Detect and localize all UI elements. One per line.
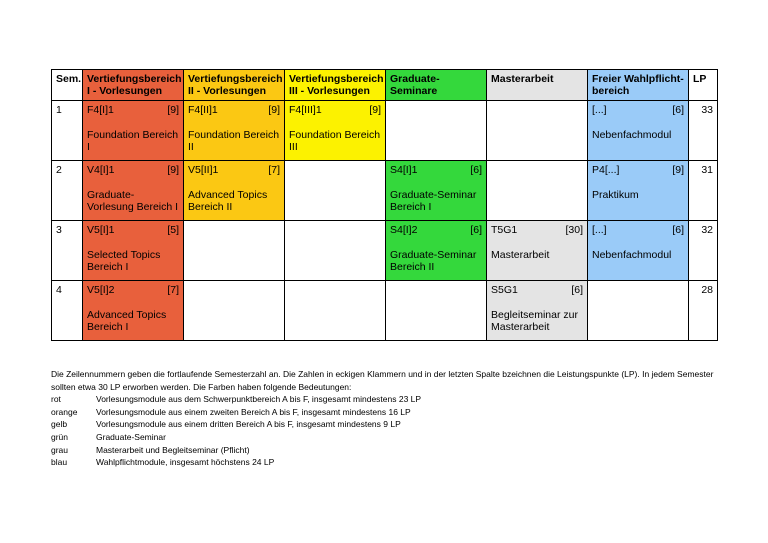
color-legend: [51, 393, 731, 469]
cell-wahlpflicht: [588, 101, 689, 161]
legend-row: [51, 431, 731, 444]
legend-key: rot: [51, 394, 61, 405]
module-name: Begleitseminar zur Masterarbeit: [491, 309, 578, 333]
module-code: F4[II]1: [188, 104, 218, 116]
cell-masterarbeit: [487, 221, 588, 281]
legend-value: Vorlesungsmodule aus einem dritten Bereich A bis F, insgesamt mindestens 9 LP: [96, 419, 401, 430]
module-lp: [9]: [167, 104, 179, 116]
cell-vertiefung-2: [184, 161, 285, 221]
legend-key: blau: [51, 457, 68, 468]
module-code: V5[II]1: [188, 164, 219, 176]
semester-lp: 31: [689, 161, 718, 221]
module-code: V5[I]1: [87, 224, 115, 236]
semester-row: [52, 221, 718, 281]
header-row: [52, 70, 718, 101]
module-name: Foundation Bereich III: [289, 129, 381, 153]
semester-row: [52, 101, 718, 161]
module-code: S4[I]1: [390, 164, 418, 176]
module-lp: [7]: [268, 164, 280, 176]
module: [87, 104, 179, 153]
legend-row: [51, 418, 731, 431]
module-name: Foundation Bereich II: [188, 129, 280, 153]
module: [87, 164, 179, 213]
module-name: Praktikum: [592, 189, 639, 201]
legend-value: Masterarbeit und Begleitseminar (Pflicht): [96, 444, 250, 455]
header-vertiefung-1: Vertiefungsbereich I - Vorlesungen: [83, 70, 184, 101]
module-lp: [9]: [369, 104, 381, 116]
legend-row: [51, 393, 731, 406]
cell-graduate-seminar: [386, 221, 487, 281]
module-lp: [9]: [268, 104, 280, 116]
cell-vertiefung-2: [184, 221, 285, 281]
module-lp: [5]: [167, 224, 179, 236]
module: [390, 164, 482, 213]
module: [87, 224, 179, 273]
module-code: F4[III]1: [289, 104, 322, 116]
header-masterarbeit: Masterarbeit: [487, 70, 588, 101]
semester-lp: 28: [689, 281, 718, 341]
module-code: T5G1: [491, 224, 518, 236]
legend-key: gelb: [51, 419, 68, 430]
module-lp: [6]: [470, 164, 482, 176]
cell-wahlpflicht: [588, 221, 689, 281]
semester-row: [52, 161, 718, 221]
cell-vertiefung-3: [285, 221, 386, 281]
module-name: Graduate-Vorlesung Bereich I: [87, 189, 179, 213]
module-lp: [9]: [167, 164, 179, 176]
module-name: Graduate-Seminar Bereich II: [390, 249, 477, 273]
semester-lp: 32: [689, 221, 718, 281]
module-lp: [6]: [470, 224, 482, 236]
header-wahlpflicht: Freier Wahlpflicht-bereich: [588, 70, 689, 101]
semester-number: 4: [52, 281, 83, 341]
module-lp: [9]: [672, 164, 684, 176]
module: [188, 164, 280, 213]
cell-vertiefung-3: [285, 101, 386, 161]
header-vertiefung-3: Vertiefungsbereich III - Vorlesungen: [285, 70, 386, 101]
module-name: Graduate-Seminar Bereich I: [390, 189, 477, 213]
legend-value: Graduate-Seminar: [96, 431, 166, 442]
cell-graduate-seminar: [386, 161, 487, 221]
module: [592, 164, 684, 201]
legend-row: [51, 406, 731, 419]
semester-lp: 33: [689, 101, 718, 161]
legend-row: [51, 444, 731, 457]
cell-vertiefung-3: [285, 161, 386, 221]
module-name: Advanced Topics Bereich I: [87, 309, 167, 333]
semester-number: 3: [52, 221, 83, 281]
legend-value: Vorlesungsmodule aus einem zweiten Bereich A bis F, insgesamt mindestens 16 LP: [96, 406, 411, 417]
module-code: F4[I]1: [87, 104, 114, 116]
notes-intro: Die Zeilennummern geben die fortlaufende Semesterzahl an. Die Zahlen in eckigen Klammern und in der letzten Spalte bzeichnen die Leistungspunkte (LP). In jedem Semester sollten etwa 30 LP erworben werden. Die Farben haben folgende Bedeutungen:: [51, 369, 714, 392]
cell-graduate-seminar: [386, 281, 487, 341]
cell-vertiefung-1: [83, 161, 184, 221]
cell-vertiefung-1: [83, 101, 184, 161]
module-lp: [7]: [167, 284, 179, 296]
header-vertiefung-2: Vertiefungsbereich II - Vorlesungen: [184, 70, 285, 101]
cell-vertiefung-2: [184, 101, 285, 161]
legend-value: Vorlesungsmodule aus dem Schwerpunktbereich A bis F, insgesamt mindestens 23 LP: [96, 394, 422, 405]
module: [592, 224, 684, 261]
module-code: S4[I]2: [390, 224, 418, 236]
legend-key: grün: [51, 431, 69, 442]
module-code: V5[I]2: [87, 284, 115, 296]
cell-vertiefung-3: [285, 281, 386, 341]
cell-wahlpflicht: [588, 281, 689, 341]
semester-number: 1: [52, 101, 83, 161]
cell-vertiefung-1: [83, 281, 184, 341]
legend-value: Wahlpflichtmodule, insgesamt höchstens 24 LP: [96, 457, 275, 468]
module: [87, 284, 179, 333]
legend-row: [51, 456, 731, 469]
legend-key: grau: [51, 444, 69, 455]
cell-wahlpflicht: [588, 161, 689, 221]
module-name: Foundation Bereich I: [87, 129, 179, 153]
module-name: Selected Topics Bereich I: [87, 249, 161, 273]
semester-row: [52, 281, 718, 341]
header-lp: LP: [689, 70, 718, 101]
module-name: Nebenfachmodul: [592, 249, 672, 261]
module: [188, 104, 280, 153]
cell-masterarbeit: [487, 161, 588, 221]
module-code: [...]: [592, 224, 607, 236]
module: [289, 104, 381, 153]
cell-masterarbeit: [487, 101, 588, 161]
module-lp: [6]: [672, 104, 684, 116]
header-sem: Sem.: [52, 70, 83, 101]
module-name: Advanced Topics Bereich II: [188, 189, 268, 213]
module-code: S5G1: [491, 284, 518, 296]
semester-number: 2: [52, 161, 83, 221]
module: [390, 224, 482, 273]
cell-vertiefung-1: [83, 221, 184, 281]
legend-key: orange: [51, 406, 78, 417]
module: [592, 104, 684, 141]
module: [491, 284, 583, 333]
cell-masterarbeit: [487, 281, 588, 341]
module-lp: [6]: [571, 284, 583, 296]
module-code: P4[...]: [592, 164, 620, 176]
module-lp: [6]: [672, 224, 684, 236]
cell-graduate-seminar: [386, 101, 487, 161]
study-plan-table: [51, 69, 718, 341]
module-code: V4[I]1: [87, 164, 115, 176]
module-name: Masterarbeit: [491, 249, 550, 261]
module-name: Nebenfachmodul: [592, 129, 672, 141]
header-graduate-seminare: Graduate-Seminare: [386, 70, 487, 101]
module: [491, 224, 583, 261]
cell-vertiefung-2: [184, 281, 285, 341]
notes: [51, 368, 731, 469]
module-code: [...]: [592, 104, 607, 116]
module-lp: [30]: [565, 224, 583, 236]
